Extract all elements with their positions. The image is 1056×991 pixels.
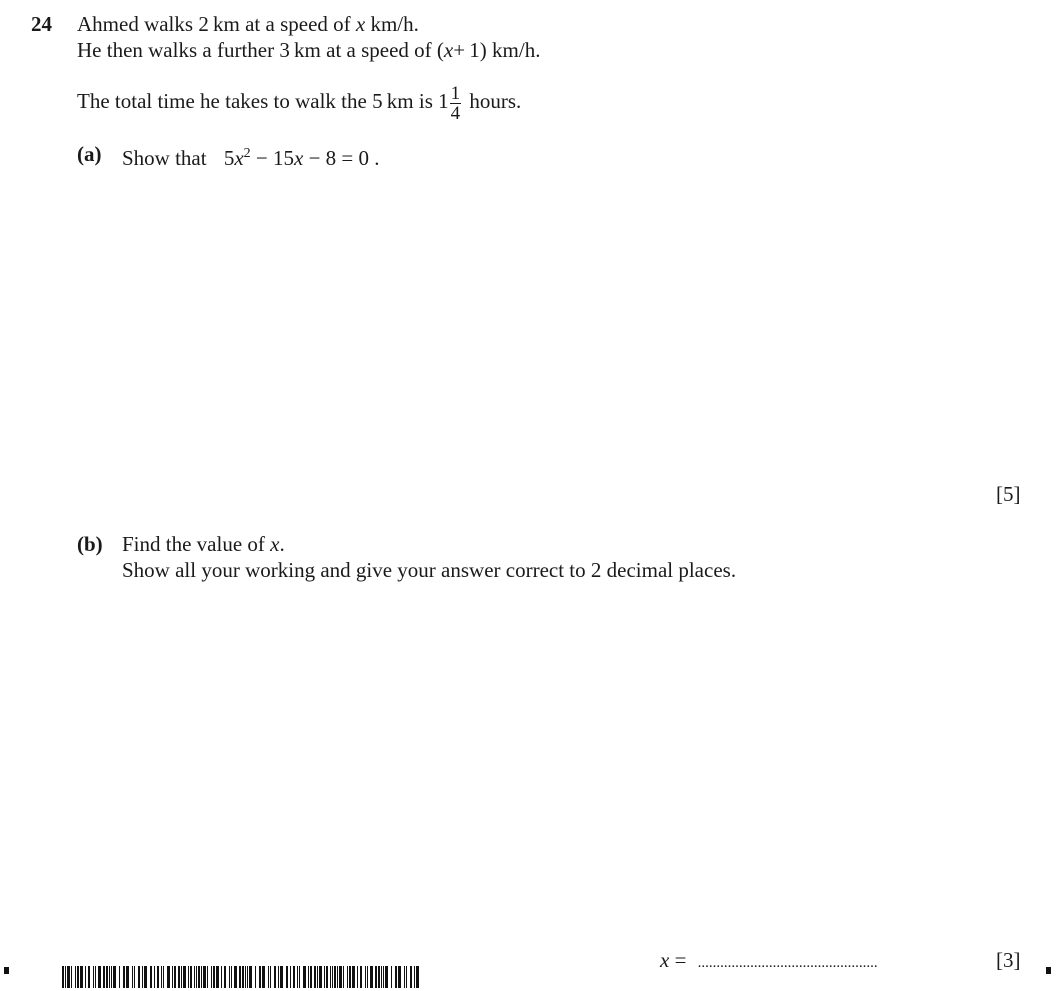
barcode-bar — [347, 966, 348, 988]
barcode-bar — [126, 966, 129, 988]
part-a-label: (a) — [77, 142, 102, 166]
barcode-bar — [161, 966, 162, 988]
line2-text-pre: He then walks a further 3 km at a speed of ( — [77, 38, 444, 62]
barcode-bar — [398, 966, 401, 988]
barcode-bar — [77, 966, 79, 988]
barcode-bar — [262, 966, 265, 988]
barcode-bar — [203, 966, 206, 988]
barcode-bar — [317, 966, 318, 988]
barcode-bar — [103, 966, 105, 988]
barcode-bar — [111, 966, 112, 988]
barcode-bar — [326, 966, 328, 988]
barcode-bar — [330, 966, 331, 988]
barcode-bar — [247, 966, 248, 988]
barcode-bar — [310, 966, 312, 988]
barcode-bar — [286, 966, 288, 988]
barcode-bar — [337, 966, 338, 988]
barcode-bar — [85, 966, 86, 988]
barcode-bar — [249, 966, 252, 988]
part-b-label: (b) — [77, 532, 103, 556]
part-b-var-x: x — [270, 532, 280, 556]
barcode-bar — [360, 966, 362, 988]
answer-equals: = — [674, 948, 687, 972]
barcode-bar — [163, 966, 164, 988]
barcode-bar — [181, 966, 182, 988]
barcode-bar — [334, 966, 336, 988]
barcode-bar — [278, 966, 279, 988]
part-a-text: Show that — [122, 146, 207, 170]
barcode-bar — [357, 966, 358, 988]
barcode-bar — [242, 966, 244, 988]
question-number: 24 — [31, 12, 52, 36]
eq-coef: 5 — [223, 146, 235, 170]
barcode-bar — [410, 966, 412, 988]
part-b-marks: [3] — [996, 948, 1021, 972]
mixed-fraction — [450, 84, 462, 123]
barcode-bar — [98, 966, 101, 988]
barcode-bar — [406, 966, 407, 988]
line2-text-post: km/h. — [492, 38, 541, 62]
fraction-denominator: 4 — [450, 102, 461, 124]
barcode-bar — [198, 966, 200, 988]
eq-rest: − 8 = 0 . — [303, 146, 380, 170]
barcode-bar — [172, 966, 173, 988]
barcode-bar — [95, 966, 96, 988]
barcode-bar — [224, 966, 226, 988]
barcode-bar — [75, 966, 76, 988]
barcode-bar — [280, 966, 283, 988]
barcode-bar — [416, 966, 419, 988]
barcode-bar — [150, 966, 152, 988]
barcode-bar — [123, 966, 125, 988]
barcode-bar — [93, 966, 94, 988]
barcode-bar — [339, 966, 342, 988]
barcode-bar — [234, 966, 237, 988]
answer-var-x: x — [660, 948, 670, 972]
barcode-bar — [119, 966, 120, 988]
barcode-bar — [229, 966, 230, 988]
barcode-bar — [231, 966, 232, 988]
part-a-instruction — [122, 141, 380, 171]
part-b-line1-pre: Find the value of — [122, 532, 265, 556]
barcode-bar — [132, 966, 133, 988]
barcode-bar — [352, 966, 355, 988]
barcode-bar — [324, 966, 325, 988]
part-b-line-2: Show all your working and give your answer correct to 2 decimal places. — [122, 558, 737, 582]
barcode-bar — [308, 966, 309, 988]
barcode-bar — [255, 966, 256, 988]
barcode-bar — [196, 966, 197, 988]
barcode-bar — [67, 966, 70, 988]
line3-text-post: hours. — [469, 89, 522, 113]
barcode-bar — [213, 966, 215, 988]
barcode-bar — [349, 966, 351, 988]
barcode-bar — [319, 966, 322, 988]
barcode-bar — [239, 966, 241, 988]
barcode-bar — [142, 966, 143, 988]
question-line-3 — [77, 82, 521, 123]
part-a-equation — [224, 146, 380, 170]
barcode-bar — [395, 966, 397, 988]
barcode-bar — [109, 966, 110, 988]
barcode-bar — [157, 966, 159, 988]
barcode-bar — [332, 966, 333, 988]
line3-text-pre: The total time he takes to walk the 5 km is 1 — [77, 89, 449, 113]
barcode-bar — [245, 966, 246, 988]
barcode-bar — [378, 966, 380, 988]
barcode-bar — [62, 966, 64, 988]
barcode-bar — [174, 966, 176, 988]
barcode-bar — [404, 966, 405, 988]
barcode-bar — [190, 966, 192, 988]
barcode-bar — [375, 966, 377, 988]
barcode-bar — [299, 966, 300, 988]
barcode-bar — [297, 966, 298, 988]
barcode-bar — [259, 966, 261, 988]
answer-blank[interactable]: ................................................ — [697, 955, 878, 971]
barcode-bar — [391, 966, 392, 988]
barcode-bar — [144, 966, 147, 988]
barcode-bar — [113, 966, 116, 988]
barcode-image — [62, 966, 424, 988]
barcode-bar — [194, 966, 195, 988]
barcode-bar — [268, 966, 269, 988]
line1-text-pre: Ahmed walks 2 km at a speed of — [77, 12, 351, 36]
eq-exponent: 2 — [243, 146, 251, 161]
barcode-bar — [367, 966, 368, 988]
fraction-numerator: 1 — [450, 82, 461, 104]
barcode-bar — [370, 966, 373, 988]
barcode-bar — [167, 966, 170, 988]
barcode-bar — [216, 966, 219, 988]
barcode-bar — [274, 966, 276, 988]
barcode-bar — [154, 966, 155, 988]
barcode-bar — [211, 966, 212, 988]
part-a-marks: [5] — [996, 482, 1021, 506]
barcode-bar — [303, 966, 306, 988]
barcode-bar — [385, 966, 388, 988]
line1-text-post: km/h. — [370, 12, 419, 36]
barcode-bar — [381, 966, 382, 988]
question-line-1 — [77, 11, 419, 37]
eq-var-x: x — [234, 146, 244, 170]
registration-mark-right — [1046, 967, 1051, 974]
barcode-bar — [134, 966, 135, 988]
barcode-bar — [188, 966, 189, 988]
barcode-bar — [314, 966, 316, 988]
barcode-bar — [201, 966, 202, 988]
barcode-bar — [270, 966, 271, 988]
barcode-bar — [65, 966, 66, 988]
line1-var-x: x — [355, 12, 366, 36]
line2-text-mid: + 1) — [453, 38, 487, 62]
line2-var-x: x — [443, 38, 454, 62]
question-line-2 — [77, 37, 540, 63]
barcode-bar — [80, 966, 83, 988]
eq-var-x2: x — [294, 146, 304, 170]
answer-line — [660, 947, 878, 976]
barcode-bar — [343, 966, 344, 988]
barcode-bar — [290, 966, 291, 988]
part-b-line1-post: . — [279, 532, 285, 556]
barcode-bar — [383, 966, 384, 988]
barcode-bar — [365, 966, 366, 988]
barcode-bar — [183, 966, 186, 988]
barcode-bar — [88, 966, 90, 988]
registration-mark-left — [4, 967, 9, 974]
barcode-bar — [106, 966, 108, 988]
barcode-bar — [71, 966, 72, 988]
barcode-bar — [414, 966, 415, 988]
eq-mid: − 15 — [250, 146, 295, 170]
barcode-bar — [293, 966, 295, 988]
barcode-bar — [221, 966, 222, 988]
barcode-bar — [178, 966, 180, 988]
barcode-bar — [138, 966, 140, 988]
part-b-line-1 — [122, 531, 285, 557]
barcode-bar — [207, 966, 208, 988]
